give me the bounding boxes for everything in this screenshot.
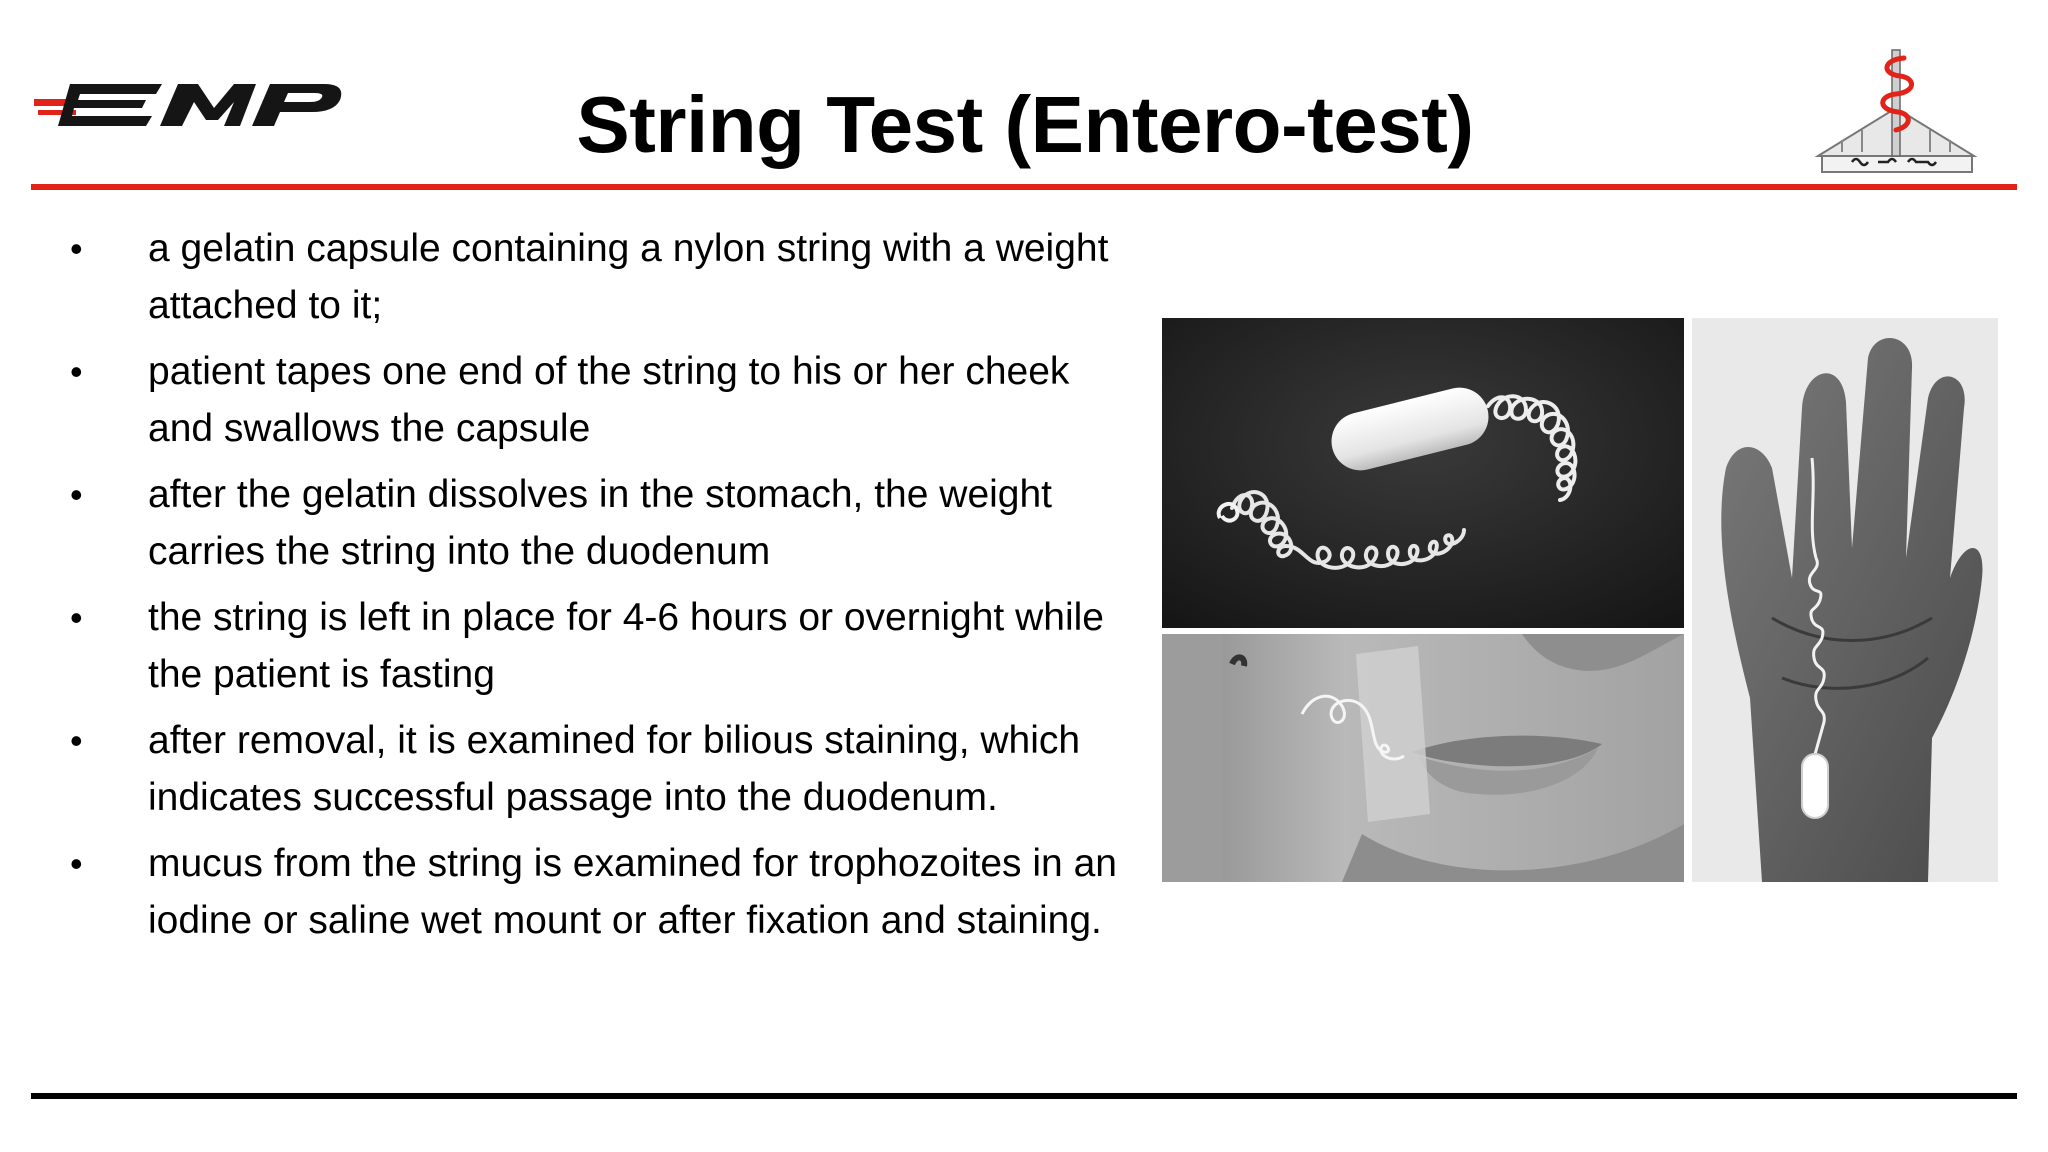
slide-title: String Test (Entero-test) — [576, 80, 1474, 169]
list-item — [62, 712, 1142, 826]
bullet-marker: • — [70, 474, 83, 515]
bullet-text: mucus from the string is examined for trophozoites in an iodine or saline wet mount or after fixation and staining. — [148, 842, 1117, 942]
hand-holding-string-photo — [1692, 318, 1998, 882]
faculty-of-medicine-seal-icon — [1812, 44, 1980, 176]
bullet-text: a gelatin capsule containing a nylon string with a weight attached to it; — [148, 227, 1109, 327]
bullet-text: the string is left in place for 4-6 hours or overnight while the patient is fasting — [148, 596, 1104, 696]
header-divider — [31, 184, 2017, 190]
taped-cheek-photo — [1162, 634, 1684, 882]
list-item — [62, 589, 1142, 703]
bullet-marker: • — [70, 228, 83, 269]
bullet-text: after the gelatin dissolves in the stomach, the weight carries the string into the duodenum — [148, 473, 1053, 573]
bullet-marker: • — [70, 720, 83, 761]
footer-divider — [31, 1093, 2017, 1099]
list-item — [62, 466, 1142, 580]
capsule-photo — [1162, 318, 1684, 628]
bullet-marker: • — [70, 843, 83, 884]
bullet-text: patient tapes one end of the string to his or her cheek and swallows the capsule — [148, 350, 1070, 450]
string-test-photo-collage — [1162, 318, 1998, 882]
bullet-marker: • — [70, 597, 83, 638]
bullet-list — [62, 220, 1142, 958]
list-item — [62, 220, 1142, 334]
emp-logo — [34, 78, 346, 134]
list-item — [62, 343, 1142, 457]
bullet-marker: • — [70, 351, 83, 392]
bullet-text: after removal, it is examined for bilious staining, which indicates successful passage into the duodenum. — [148, 719, 1081, 819]
list-item — [62, 835, 1142, 949]
